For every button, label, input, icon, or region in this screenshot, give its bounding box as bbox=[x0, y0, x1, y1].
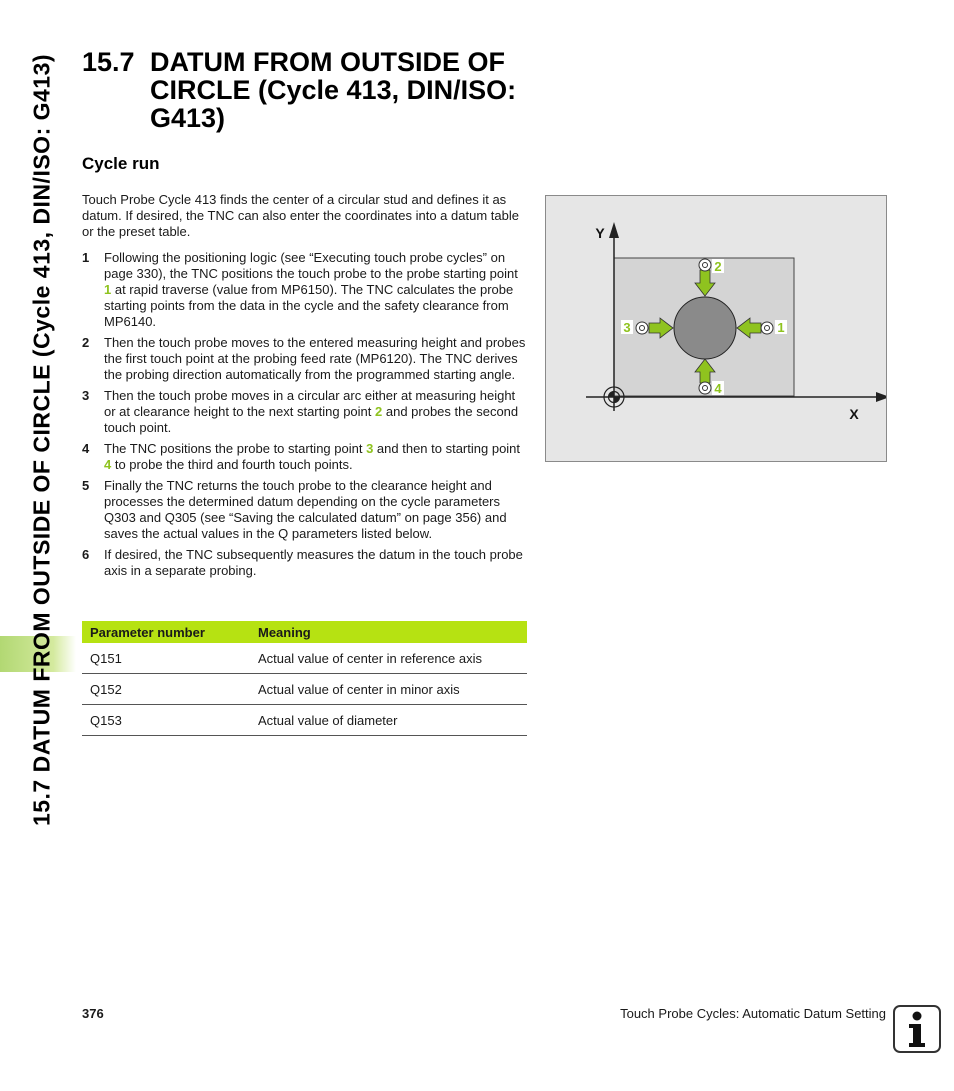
param-meaning: Actual value of center in reference axis bbox=[250, 643, 527, 674]
point-ref: 3 bbox=[366, 441, 374, 456]
running-footer: Touch Probe Cycles: Automatic Datum Setting bbox=[620, 1006, 886, 1021]
diagram-svg bbox=[546, 196, 886, 461]
intro-paragraph: Touch Probe Cycle 413 finds the center of a circular stud and defines it as datum. If desired, the TNC can also enter the coordinates into a datum table or the preset table. bbox=[82, 192, 519, 239]
param-number: Q152 bbox=[82, 674, 250, 705]
point-label-1: 1 bbox=[777, 320, 785, 335]
step-number: 1 bbox=[82, 250, 90, 265]
y-axis-label: Y bbox=[595, 225, 605, 241]
column-header: Meaning bbox=[250, 621, 527, 643]
y-axis-arrow bbox=[609, 222, 619, 238]
probe-point-icon bbox=[761, 322, 773, 334]
point-label-4: 4 bbox=[714, 381, 722, 396]
step-list bbox=[82, 250, 527, 584]
parameter-table bbox=[82, 621, 527, 736]
cycle-diagram bbox=[545, 195, 887, 462]
table-row bbox=[82, 674, 527, 705]
step-number: 2 bbox=[82, 335, 90, 350]
point-ref: 1 bbox=[104, 282, 112, 297]
probe-point-icon bbox=[636, 322, 648, 334]
side-running-title: 15.7 DATUM FROM OUTSIDE OF CIRCLE (Cycle 413, DIN/ISO: G413) bbox=[28, 53, 55, 827]
point-ref: 4 bbox=[104, 457, 112, 472]
section-number: 15.7 bbox=[82, 47, 135, 77]
table-header-row bbox=[82, 621, 527, 643]
section-title: DATUM FROM OUTSIDE OF CIRCLE (Cycle 413, DIN/ISO: G413) bbox=[150, 47, 517, 133]
column-header: Parameter number bbox=[82, 621, 250, 643]
step-number: 5 bbox=[82, 478, 90, 493]
param-meaning: Actual value of center in minor axis bbox=[250, 674, 527, 705]
step-number: 3 bbox=[82, 388, 90, 403]
list-item: 6 If desired, the TNC subsequently measures the datum in the touch probe axis in a separate probing. bbox=[82, 547, 523, 578]
table-row bbox=[82, 643, 527, 674]
point-label-2: 2 bbox=[714, 259, 722, 274]
step-number: 4 bbox=[82, 441, 90, 456]
probe-point-icon bbox=[699, 382, 711, 394]
list-item: 1 Following the positioning logic (see “Executing touch probe cycles” on page 330), the TNC positions the touch probe to the probe starting point 1 at rapid traverse (value from MP6150). The TNC calculates the probe starting points from the data in the cycle and the safety clearance from MP6140. bbox=[82, 250, 518, 329]
list-item: 4 The TNC positions the probe to starting point 3 and then to starting point 4 to probe the third and fourth touch points. bbox=[82, 441, 521, 472]
table-row bbox=[82, 705, 527, 736]
list-item: 3 Then the touch probe moves in a circular arc either at measuring height or at clearance height to the next starting point 2 and probes the second touch point. bbox=[82, 388, 519, 435]
subheading: Cycle run bbox=[82, 154, 160, 173]
page-number: 376 bbox=[82, 1006, 104, 1021]
param-number: Q153 bbox=[82, 705, 250, 736]
point-ref: 2 bbox=[375, 404, 383, 419]
circular-stud bbox=[674, 297, 736, 359]
param-number: Q151 bbox=[82, 643, 250, 674]
point-label-3: 3 bbox=[623, 320, 631, 335]
info-icon bbox=[893, 1005, 941, 1053]
x-axis-arrow bbox=[876, 392, 886, 402]
list-item: 5 Finally the TNC returns the touch probe to the clearance height and processes the determined datum depending on the cycle parameters Q303 and Q305 (see “Saving the calculated datum” on page 356) and saves the actual values in the Q parameters listed below. bbox=[82, 478, 507, 541]
step-number: 6 bbox=[82, 547, 90, 562]
list-item: 2 Then the touch probe moves to the entered measuring height and probes the first touch point at the probing feed rate (MP6120). The TNC derives the probing direction automatically from the programmed starting angle. bbox=[82, 335, 526, 382]
param-meaning: Actual value of diameter bbox=[250, 705, 527, 736]
probe-point-icon bbox=[699, 259, 711, 271]
x-axis-label: X bbox=[849, 406, 859, 422]
